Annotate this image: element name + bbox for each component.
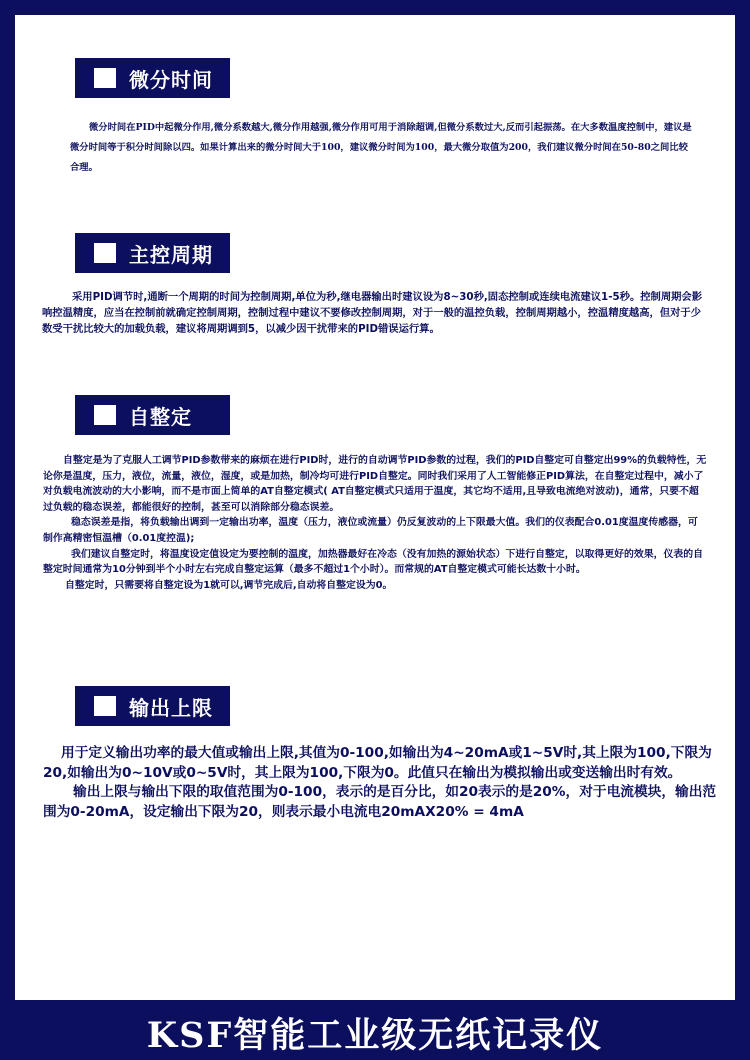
paragraph: 稳态误差是指，将负载输出调到一定输出功率，温度（压力，液位或流量）仍反复波动的上下限最大值。我们的仪表配合0.01度温度传感器，可制作高精密恒温槽（0.01度控温); xyxy=(43,517,698,544)
paragraph: 我们建议自整定时，将温度设定值设定为要控制的温度，加热器最好在冷态（没有加热的源始状态）下进行自整定，以取得更好的效果，仪表的自整定时间通常为10分钟到半个小时左右完成自整定运算（最多不超过1个小时）。而常规的AT自整定模式可能长达数十小时。 xyxy=(43,548,704,576)
heading-title: 微分时间 xyxy=(129,67,213,92)
footer-title: KSF智能工业级无纸记录仪 xyxy=(146,1014,604,1056)
paragraph: 自整定时，只需要将自整定设为1就可以,调节完成后,自动将自整定设为0。 xyxy=(65,579,393,591)
square-bullet-icon xyxy=(94,405,116,425)
heading-control-period xyxy=(75,233,230,273)
heading-title: 自整定 xyxy=(129,404,192,429)
footer-banner xyxy=(0,1005,750,1060)
paragraph: 用于定义输出功率的最大值或输出上限,其值为0-100,如输出为4~20mA或1~5V时,其上限为100,下限为20,如输出为0~10V或0~5V时，其上限为100,下限为0。此值只在输出为模拟输出或变送输出时有效。 xyxy=(43,745,712,781)
output-upper-limit-text xyxy=(43,744,723,822)
derivative-time-text xyxy=(70,118,696,178)
heading-auto-tuning xyxy=(75,395,230,435)
auto-tuning-text xyxy=(43,453,707,593)
control-period-text xyxy=(42,289,706,337)
paragraph: 采用PID调节时,通断一个周期的时间为控制周期,单位为秒,继电器输出时建议设为8~30秒,固态控制或连续电流建议1-5秒。控制周期会影响控温精度，应当在控制前就确定控制周期，控制过程中建议不要修改控制周期，对于一般的温控负载，控制周期越小，控温精度越高，但对于少数受干扰比较大的加载负载，建议将周期调到5，以减少因干扰带来的PID错误运行算。 xyxy=(42,291,703,335)
heading-output-upper-limit xyxy=(75,686,230,726)
square-bullet-icon xyxy=(94,68,116,88)
heading-title: 输出上限 xyxy=(129,695,213,720)
paragraph: 输出上限与输出下限的取值范围为0-100，表示的是百分比，如20表示的是20%，对于电流模块，输出范围为0-20mA，设定输出下限为20，则表示最小电流电20mAX20% = 4mA xyxy=(43,784,717,820)
paragraph: 自整定是为了克服人工调节PID参数带来的麻烦在进行PID时，进行的自动调节PID参数的过程，我们的PID自整定可自整定出99%的负载特性，无论你是温度，压力，液位，流量，液位，湿度，或是加热，制冷均可进行PID自整定。同时我们采用了人工智能修正PID算法，在自整定过程中，减小了对负载电流波动的大小影响，而不是市面上简单的AT自整定模式( AT自整定模式只适用于温度，其它均不适用,且导致电流绝对波动)，通常，只要不超过负载的稳态误差，都能很好的控制，甚至可以消除部分稳态误差。 xyxy=(43,455,707,513)
heading-derivative-time xyxy=(75,58,230,98)
paragraph: 微分时间在PID中起微分作用,微分系数越大,微分作用越强,微分作用可用于消除超调,但微分系数过大,反而引起振荡。在大多数温度控制中，建议是微分时间等于积分时间除以四。如果计算出来的微分时间大于100，建议微分时间为100，最大微分取值为200，我们建议微分时间在50-80之间比较合理。 xyxy=(70,122,692,173)
heading-title: 主控周期 xyxy=(129,242,213,267)
square-bullet-icon xyxy=(94,243,116,263)
square-bullet-icon xyxy=(94,696,116,716)
